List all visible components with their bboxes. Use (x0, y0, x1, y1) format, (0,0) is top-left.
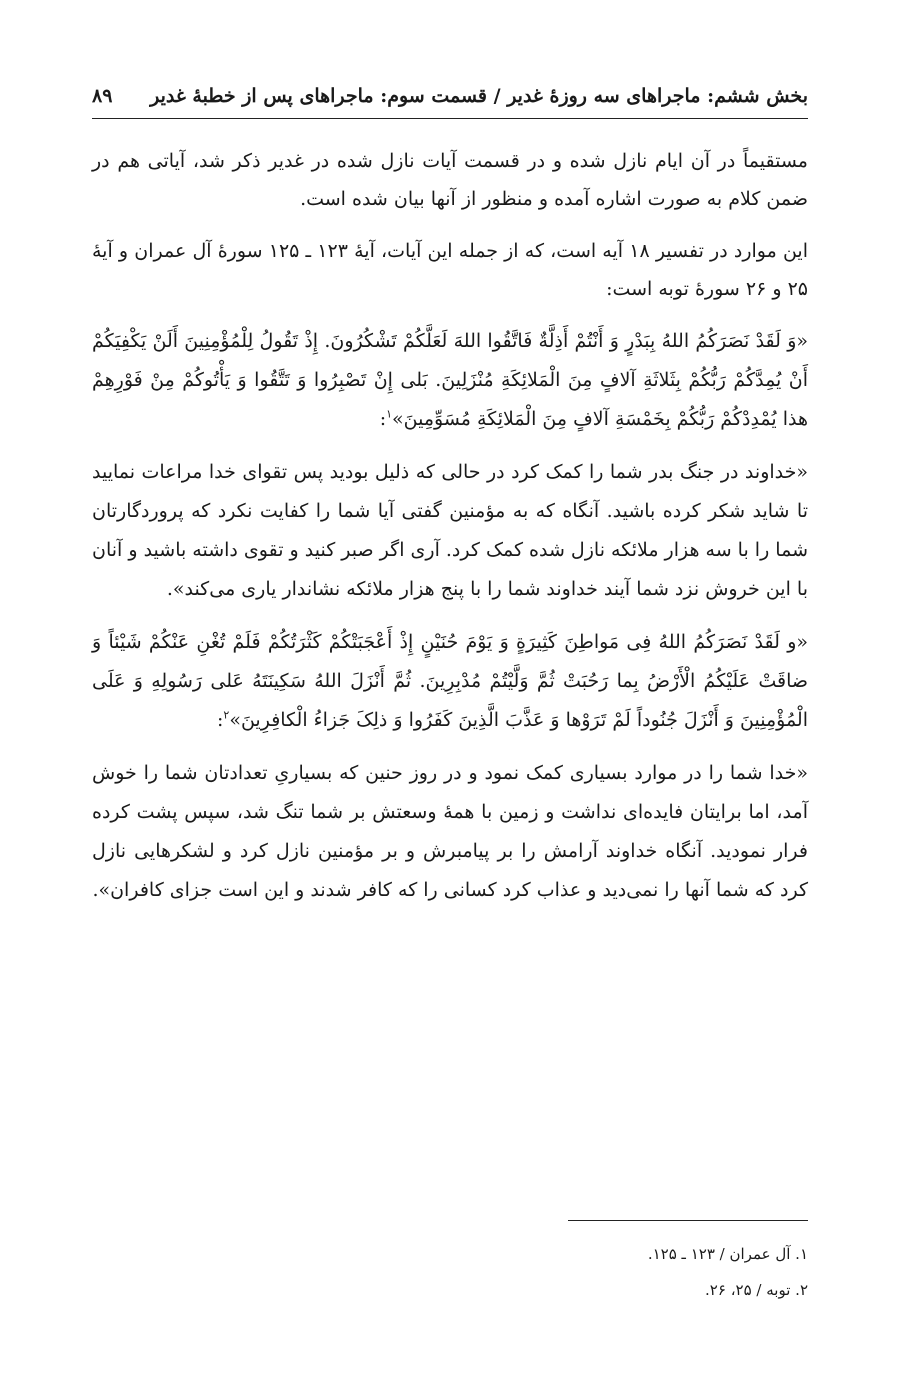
footnote-2: ۲. توبه / ۲۵، ۲۶. (705, 1281, 808, 1299)
verse-tawbah-end: : (217, 709, 224, 731)
footnote-ref-2[interactable]: ۲ (223, 708, 230, 722)
running-header (92, 78, 808, 114)
page-body (92, 142, 808, 924)
page-number: ۸۹ (92, 85, 113, 107)
verse-al-imran-text: «وَ لَقَدْ نَصَرَکُمُ اللهُ بِبَدْرٍ وَ أَنْتُمْ أَذِلَّةٌ فَاتَّقُوا اللهَ لَعَلَّکُمْ تَشْکُرُونَ. إِذْ تَقُولُ لِلْمُؤْمِنِینَ أَلَنْ یَکْفِیَکُمْ أَنْ یُمِدَّکُمْ رَبُّکُمْ بِثَلاثَةِ آلافٍ مِنَ الْمَلائِکَةِ مُنْزَلِینَ. بَلی إِنْ تَصْبِرُوا وَ تَتَّقُوا وَ یَأْتُوکُمْ مِنْ فَوْرِهِمْ هذا یُمْدِدْکُمْ رَبُّکُمْ بِخَمْسَةِ آلافٍ مِنَ الْمَلائِکَةِ مُسَوِّمِینَ» (92, 330, 808, 430)
footnotes (92, 1236, 808, 1308)
header-title: بخش ششم: ماجراهای سه روزهٔ غدیر / قسمت سوم: ماجراهای پس از خطبهٔ غدیر (150, 85, 808, 107)
footnote-ref-1[interactable]: ۱ (386, 407, 393, 421)
footnote-divider (568, 1220, 808, 1221)
verse-tawbah (92, 623, 808, 740)
paragraph-context: این موارد در تفسیر ۱۸ آیه است، که از جمله این آیات، آیهٔ ۱۲۳ ـ ۱۲۵ سورهٔ آل عمران و آیهٔ ۲۵ و ۲۶ سورهٔ توبه است: (92, 240, 808, 300)
header-divider (92, 118, 808, 119)
verse-tawbah-text: «و لَقَدْ نَصَرَکُمُ اللهُ فِی مَواطِنَ کَثِیرَةٍ وَ یَوْمَ حُنَیْنٍ إِذْ أَعْجَبَتْکُمْ کَثْرَتُکُمْ فَلَمْ تُغْنِ عَنْکُمْ شَیْئاً وَ ضاقَتْ عَلَیْکُمُ الْأَرْضُ بِما رَحُبَتْ ثُمَّ وَلَّیْتُمْ مُدْبِرِینَ. ثُمَّ أَنْزَلَ اللهُ سَکِینَتَهُ عَلی رَسُولِهِ وَ عَلَی الْمُؤْمِنِینَ وَ أَنْزَلَ جُنُوداً لَمْ تَرَوْها وَ عَذَّبَ الَّذِینَ کَفَرُوا وَ ذلِکَ جَزاءُ الْکافِرِینَ» (92, 631, 808, 731)
verse-al-imran-end: : (379, 408, 387, 430)
paragraph-intro: مستقیماً در آن ایام نازل شده و در قسمت آیات نازل شده در غدیر ذکر شد، آیاتی هم در ضمن کلام به صورت اشاره آمده و منظور از آنها بیان شده است. (92, 150, 808, 210)
translation-tawbah: «خدا شما را در موارد بسیاری کمک نمود و در روز حنین که بسیاریِ تعدادتان شما را خوش آمد، اما برایتان فایده‌ای نداشت و زمین با همهٔ وسعتش بر شما تنگ شد، سپس پشت کرده فرار نمودید. آنگاه خداوند آرامش را بر پیامبرش و بر مؤمنین نازل کرد و لشکرهایی نازل کرد که شما آنها را نمی‌دید و عذاب کرد کسانی را که کافر شدند و این است جزای کافران». (92, 762, 808, 901)
footnote-1: ۱. آل عمران / ۱۲۳ ـ ۱۲۵. (647, 1245, 808, 1263)
translation-al-imran: «خداوند در جنگ بدر شما را کمک کرد در حالی که ذلیل بودید پس تقوای خدا مراعات نمایید تا شاید شکر کرده باشید. آنگاه که به مؤمنین گفتی آیا شما را کفایت نکرد که پروردگارتان شما را با سه هزار ملائکه نازل شده کمک کرد. آری اگر صبر کنید و تقوی داشته باشید و آنان با این خروش نزد شما آیند خداوند شما را با پنج هزار ملائکه نشاندار یاری می‌کند». (92, 461, 808, 600)
verse-al-imran (92, 322, 808, 439)
